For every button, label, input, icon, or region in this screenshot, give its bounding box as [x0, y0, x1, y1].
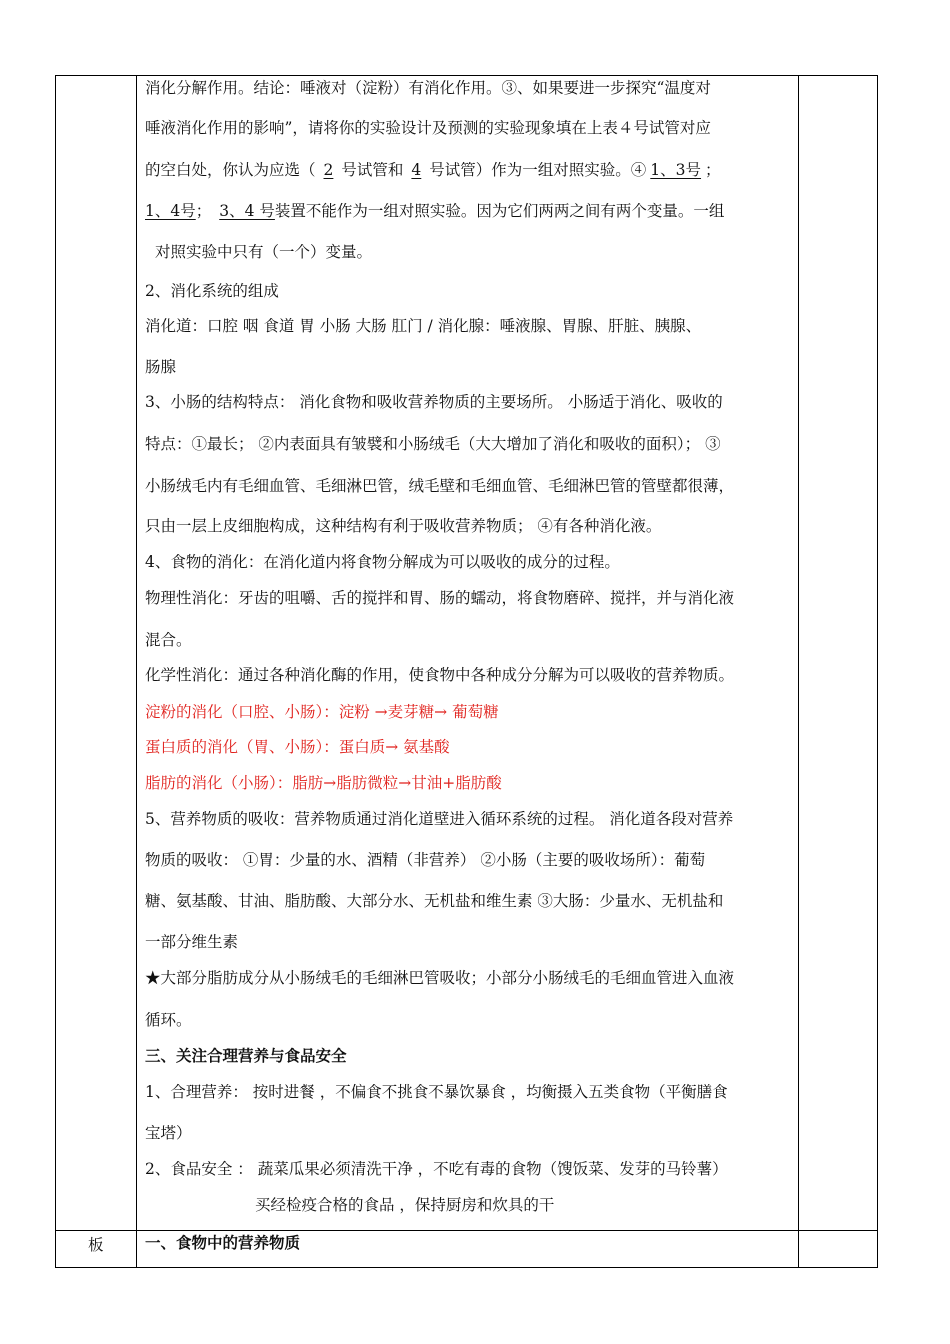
text-line: 2、消化系统的组成: [145, 282, 279, 300]
text-line: 消化分解作用。结论：唾液对（淀粉）有消化作用。③、如果要进一步探究“温度对: [145, 79, 711, 97]
column-divider-left: [136, 76, 137, 1267]
text-line: [145, 201, 724, 221]
highlight-line: 脂肪的消化（小肠）：脂肪→脂肪微粒→甘油+脂肪酸: [145, 774, 502, 792]
highlight-line: 蛋白质的消化（胃、小肠）：蛋白质→ 氨基酸: [145, 738, 450, 756]
text-line: 小肠绒毛内有毛细血管、毛细淋巴管，绒毛壁和毛细血管、毛细淋巴管的管壁都很薄，: [145, 477, 735, 495]
text-span: 号试管）作为一组对照实验。④: [429, 161, 647, 179]
text-line: 物质的吸收： ①胃：少量的水、酒精（非营养） ②小肠（主要的吸收场所）：葡萄: [145, 851, 706, 869]
board-label: 板: [88, 1236, 104, 1254]
text-line: 物理性消化：牙齿的咀嚼、舌的搅拌和胃、肠的蠕动，将食物磨碎、搅拌，并与消化液: [145, 589, 735, 607]
answer-blank: 4: [411, 161, 422, 179]
text-line: ★大部分脂肪成分从小肠绒毛的毛细淋巴管吸收；小部分小肠绒毛的毛细血管进入血液: [145, 969, 735, 987]
text-span: 装置不能作为一组对照实验。因为它们两两之间有两个变量。一组: [274, 202, 725, 220]
text-line: 一部分维生素: [145, 933, 239, 951]
text-line: 化学性消化：通过各种消化酶的作用，使食物中各种成分分解为可以吸收的营养物质。: [145, 666, 735, 684]
text-line: 只由一层上皮细胞构成，这种结构有利于吸收营养物质； ④有各种消化液。: [145, 517, 662, 535]
text-span: 号试管和: [341, 161, 404, 179]
text-span: ；: [705, 161, 721, 179]
board-title: 一、食物中的营养物质: [145, 1233, 301, 1252]
section-heading: 三、关注合理营养与食品安全: [145, 1046, 347, 1065]
text-line: 3、小肠的结构特点： 消化食物和吸收营养物质的主要场所。 小肠适于消化、吸收的: [145, 393, 723, 411]
text-span: 的空白处，你认为应选（: [145, 161, 316, 179]
text-line: 肠腺: [145, 358, 177, 376]
text-line: 唾液消化作用的影响”，请将你的实验设计及预测的实验现象填在上表４号试管对应: [145, 119, 711, 137]
text-line: 消化道：口腔 咽 食道 胃 小肠 大肠 肛门 / 消化腺：唾液腺、胃腺、肝脏、胰腺、: [145, 317, 702, 335]
text-line: 混合。: [145, 631, 192, 649]
answer-blank: 1、4号: [145, 202, 196, 220]
row-divider: [56, 1230, 877, 1231]
text-line: 2、食品安全 ： 蔬菜瓜果必须清洗干净 ，不吃有毒的食物（馊饭菜、发芽的马铃薯）: [145, 1160, 728, 1178]
text-line: 宝塔）: [145, 1124, 192, 1142]
text-line: 循环。: [145, 1011, 192, 1029]
column-divider-right: [798, 76, 799, 1267]
text-line: 糖、氨基酸、甘油、脂肪酸、大部分水、无机盐和维生素 ③大肠：少量水、无机盐和: [145, 892, 724, 910]
text-line: 5、营养物质的吸收：营养物质通过消化道壁进入循环系统的过程。 消化道各段对营养: [145, 810, 734, 828]
answer-blank: 2: [323, 161, 334, 179]
text-line: 对照实验中只有（一个）变量。: [155, 243, 373, 261]
text-line: [145, 160, 721, 180]
text-line: 买经检疫合格的食品 ，保持厨房和炊具的干: [255, 1196, 555, 1214]
text-line: 4、食物的消化：在消化道内将食物分解成为可以吸收的成分的过程。: [145, 553, 620, 571]
highlight-line: 淀粉的消化（口腔、小肠）：淀粉 →麦芽糖→ 葡萄糖: [145, 703, 499, 721]
answer-blank: 1、3号: [650, 161, 702, 179]
text-line: 特点：①最长； ②内表面具有皱襞和小肠绒毛（大大增加了消化和吸收的面积）； ③: [145, 435, 721, 453]
text-line: 1、合理营养： 按时进餐 ，不偏食不挑食不暴饮暴食 ，均衡摄入五类食物（平衡膳食: [145, 1083, 728, 1101]
answer-blank: 3、4 号: [219, 202, 275, 220]
text-span: ；: [195, 202, 212, 220]
